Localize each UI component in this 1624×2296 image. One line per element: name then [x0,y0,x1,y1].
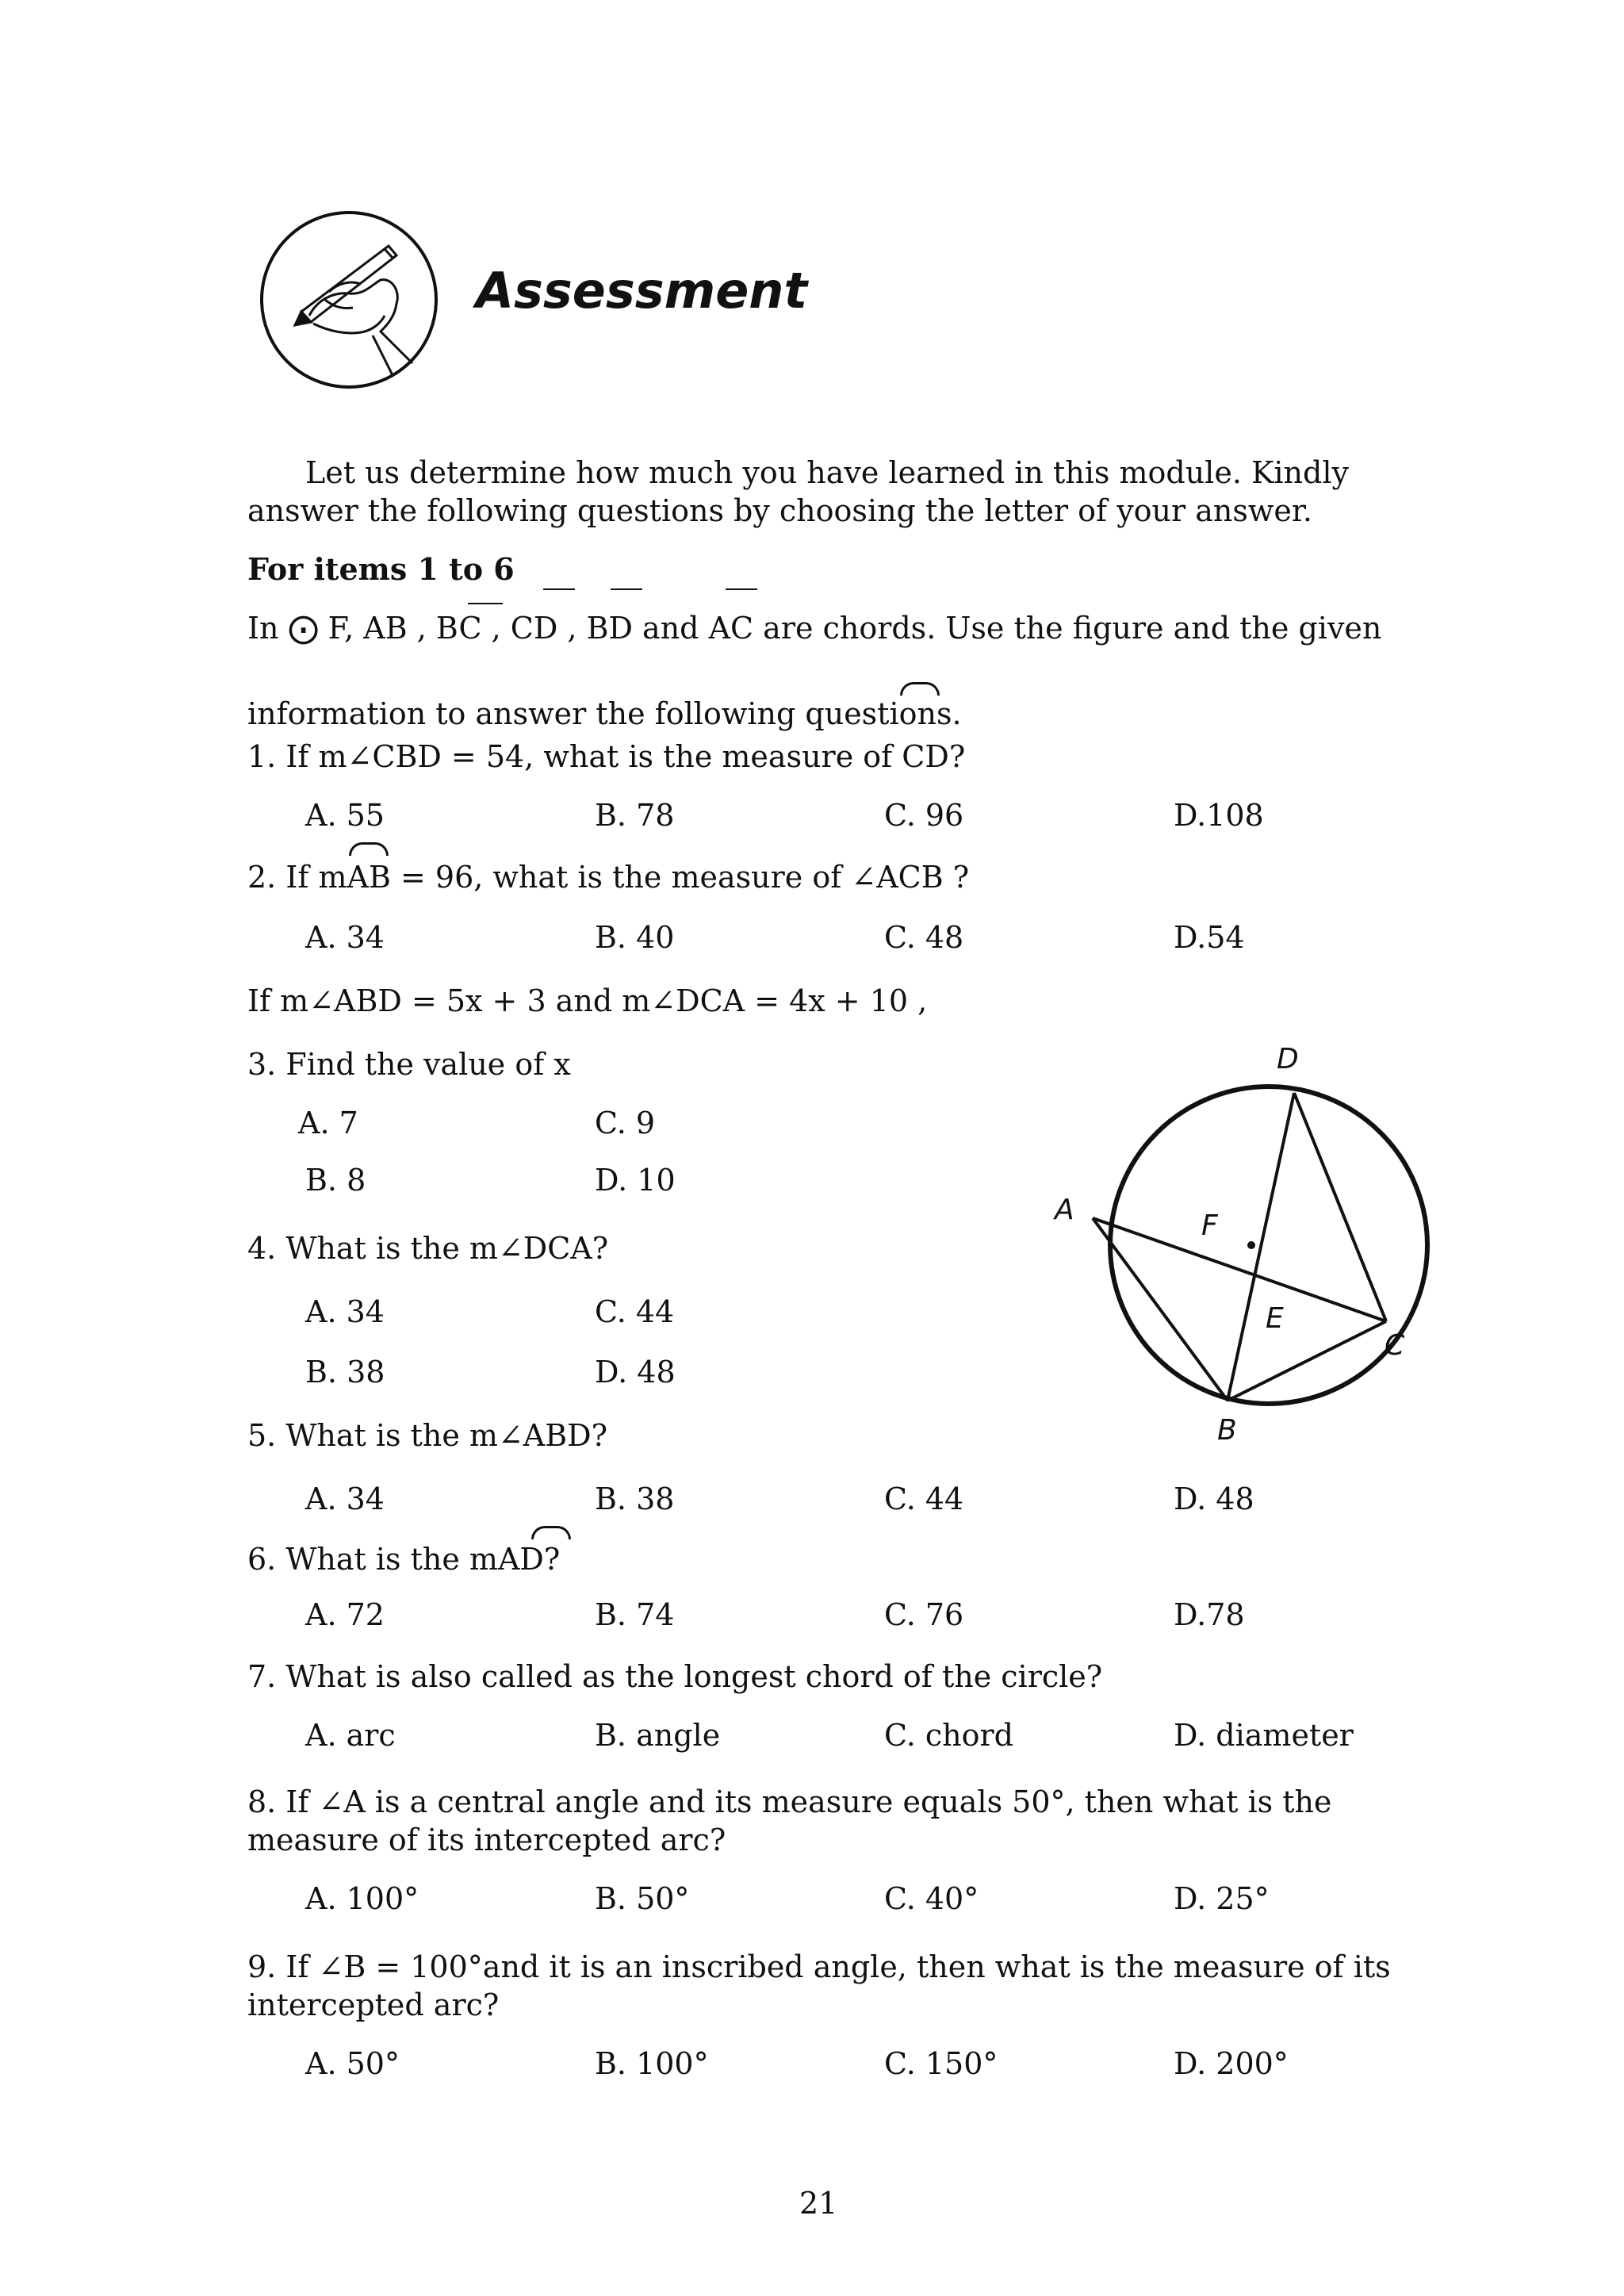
q8-option-c[interactable]: C. 40° [884,1881,979,1916]
intro-line-1: Let us determine how much you have learned in this module. Kindly [305,455,1349,490]
q6-option-b[interactable]: B. 74 [595,1597,675,1632]
q5-option-a[interactable]: A. 34 [305,1481,385,1516]
q9-option-a[interactable]: A. 50° [305,2046,400,2081]
q9-option-b[interactable]: B. 100° [595,2046,709,2081]
q9-option-d[interactable]: D. 200° [1174,2046,1289,2081]
point-label-E: E [1266,1302,1284,1335]
question-7: 7. What is also called as the longest chord of the circle? [247,1659,1103,1694]
q1-option-d[interactable]: D.108 [1174,798,1264,833]
point-label-A: A [1055,1194,1074,1226]
question-6: 6. What is the mAD? [247,1542,561,1577]
page-title: Assessment [476,262,808,320]
given-line-1: In ⨀ F, AB , BC , CD , BD and AC are chords. Use the figure and the given [247,611,1382,646]
q5-option-c[interactable]: C. 44 [884,1481,964,1516]
q1-option-c[interactable]: C. 96 [884,798,964,833]
q8-option-a[interactable]: A. 100° [305,1881,419,1916]
q1-option-a[interactable]: A. 55 [305,798,385,833]
question-4: 4. What is the m∠DCA? [247,1231,609,1266]
question-8-line-1: 8. If ∠A is a central angle and its measure equals 50°, then what is the [247,1784,1332,1819]
q7-option-b[interactable]: B. angle [595,1718,721,1753]
q8-option-b[interactable]: B. 50° [595,1881,690,1916]
point-label-B: B [1217,1414,1237,1447]
question-5: 5. What is the m∠ABD? [247,1418,607,1453]
point-label-F: F [1201,1209,1218,1242]
point-label-D: D [1277,1043,1299,1075]
blank-underline [543,588,575,590]
q9-option-c[interactable]: C. 150° [884,2046,998,2081]
question-3: 3. Find the value of x [247,1047,571,1082]
question-9-line-2: intercepted arc? [247,1987,500,2022]
q7-option-c[interactable]: C. chord [884,1718,1014,1753]
given-equation: If m∠ABD = 5x + 3 and m∠DCA = 4x + 10 , [247,983,928,1018]
page-number: 21 [799,2186,838,2221]
q3-option-b[interactable]: B. 8 [305,1163,366,1198]
q6-option-c[interactable]: C. 76 [884,1597,964,1632]
q5-option-b[interactable]: B. 38 [595,1481,675,1516]
q2-option-c[interactable]: C. 48 [884,920,964,955]
q5-option-d[interactable]: D. 48 [1174,1481,1254,1516]
q1-option-b[interactable]: B. 78 [595,798,675,833]
question-1: 1. If m∠CBD = 54, what is the measure of CD? [247,739,966,774]
q7-option-d[interactable]: D. diameter [1174,1718,1354,1753]
blank-underline [611,588,642,590]
q6-option-a[interactable]: A. 72 [305,1597,385,1632]
point-label-C: C [1385,1329,1405,1362]
given-line-2: information to answer the following questions. [247,696,962,731]
section-heading: For items 1 to 6 [247,551,515,587]
q6-option-d[interactable]: D.78 [1174,1597,1245,1632]
q4-option-a[interactable]: A. 34 [305,1294,385,1329]
question-9-line-1: 9. If ∠B = 100°and it is an inscribed angle, then what is the measure of its [247,1949,1391,1984]
question-8-line-2: measure of its intercepted arc? [247,1823,726,1857]
question-2: 2. If mAB = 96, what is the measure of ∠ACB ? [247,860,970,895]
intro-line-2: answer the following questions by choosing the letter of your answer. [247,493,1312,528]
circle-figure [1031,1031,1443,1459]
blank-underline [726,588,757,590]
arc-mark [349,842,389,856]
arc-mark [900,682,940,696]
q3-option-c[interactable]: C. 9 [595,1106,656,1140]
arc-mark [531,1526,571,1539]
q3-option-a[interactable]: A. 7 [298,1106,358,1140]
segment-overbar [468,603,503,604]
q7-option-a[interactable]: A. arc [305,1718,396,1753]
q3-option-d[interactable]: D. 10 [595,1163,676,1198]
q4-option-b[interactable]: B. 38 [305,1355,385,1389]
hand-writing-icon [254,205,444,395]
q4-option-d[interactable]: D. 48 [595,1355,676,1389]
q2-option-b[interactable]: B. 40 [595,920,675,955]
q4-option-c[interactable]: C. 44 [595,1294,675,1329]
q2-option-d[interactable]: D.54 [1174,920,1245,955]
q2-option-a[interactable]: A. 34 [305,920,385,955]
q8-option-d[interactable]: D. 25° [1174,1881,1270,1916]
